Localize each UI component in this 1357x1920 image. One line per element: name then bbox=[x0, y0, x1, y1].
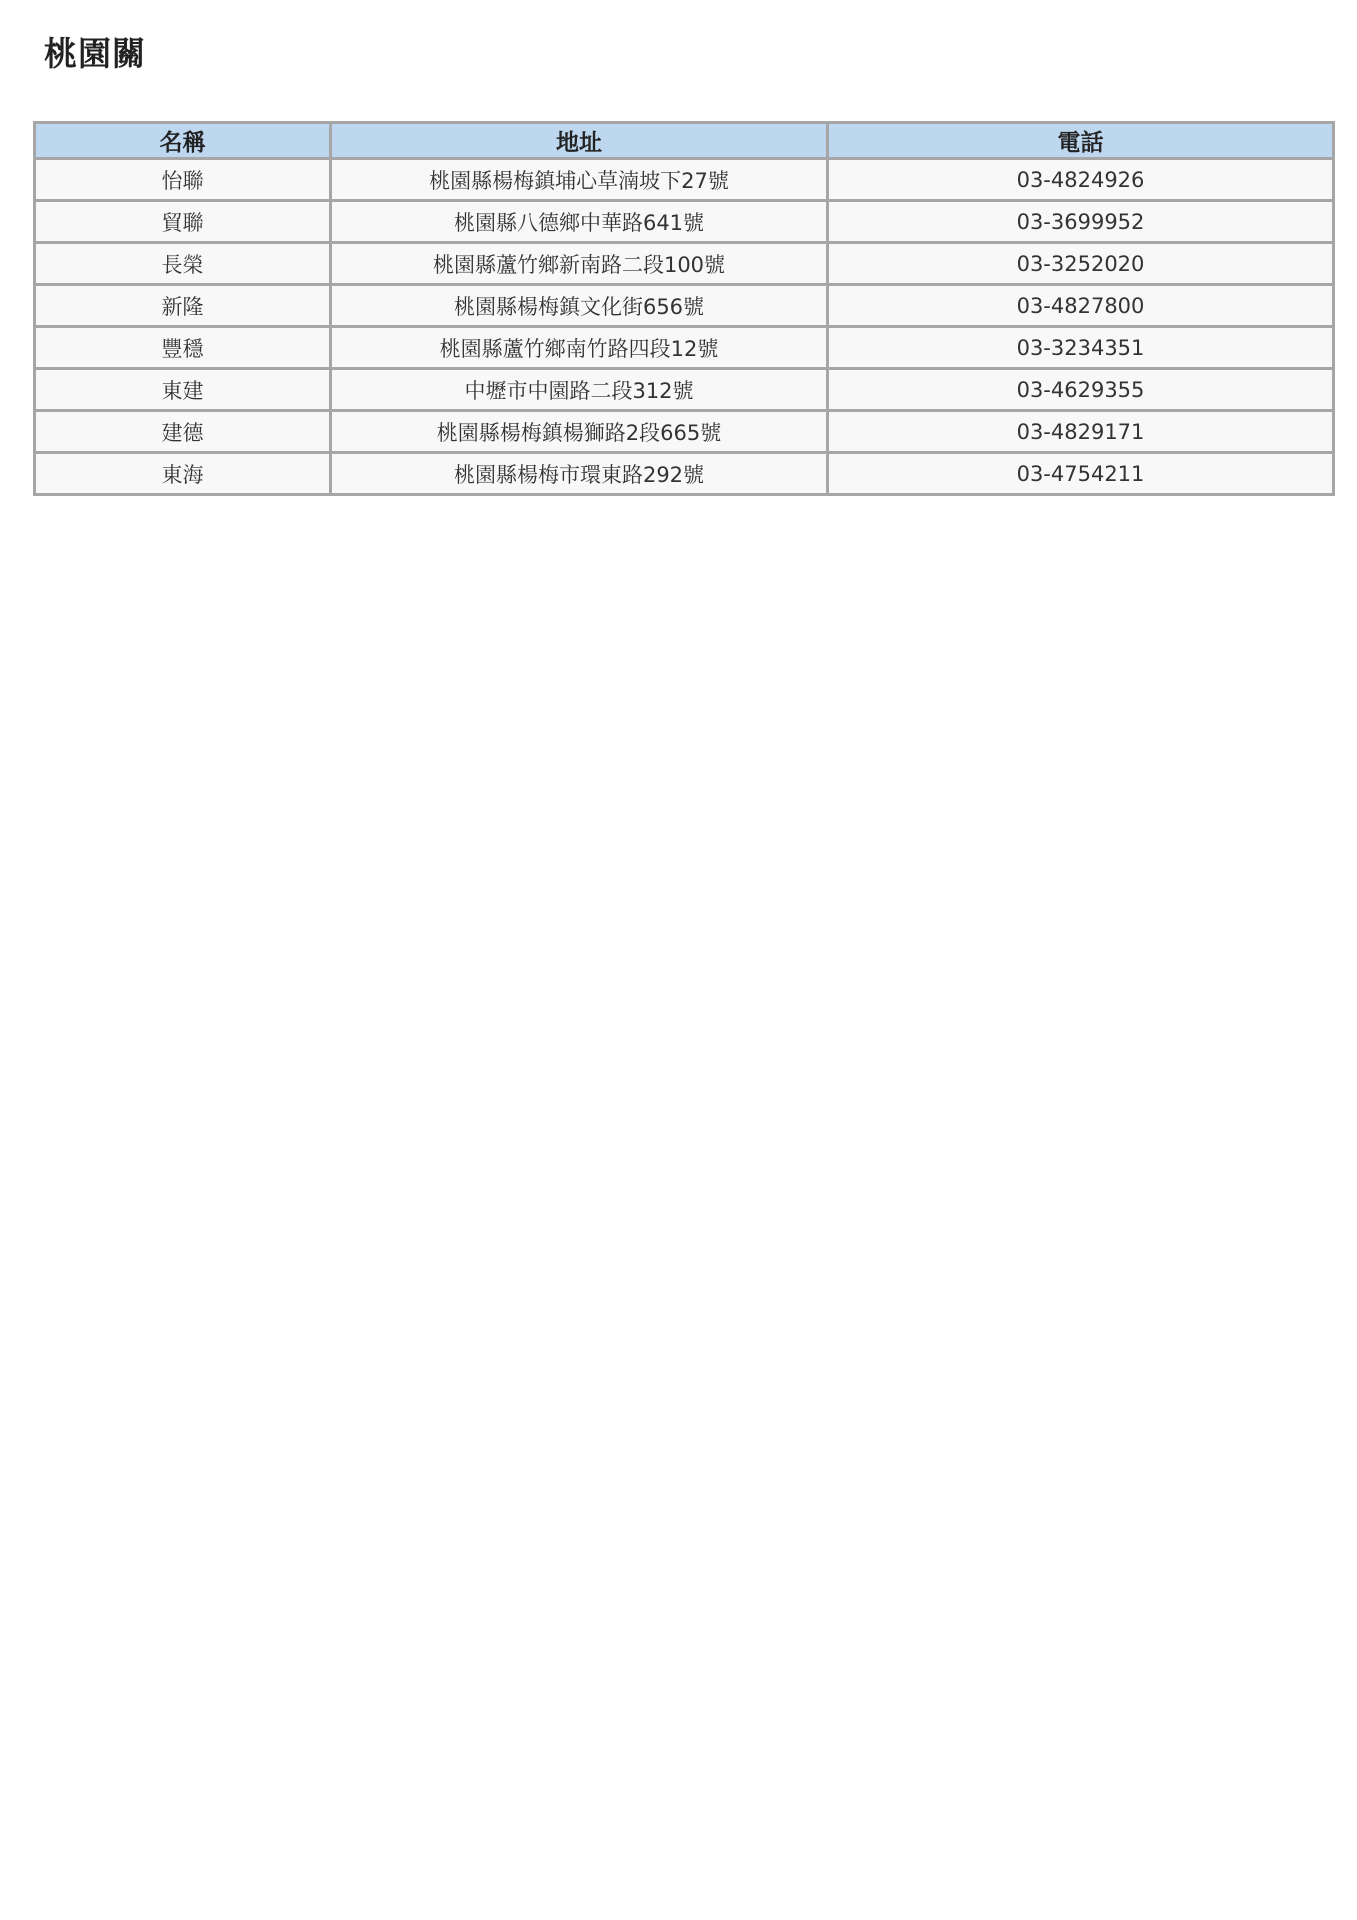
cell-phone: 03-4824926 bbox=[829, 160, 1332, 202]
cell-phone: 03-3252020 bbox=[829, 244, 1332, 286]
cell-address: 桃園縣楊梅鎮埔心草湳坡下27號 bbox=[332, 160, 829, 202]
cell-address: 桃園縣八德鄉中華路641號 bbox=[332, 202, 829, 244]
cell-address: 中壢市中園路二段312號 bbox=[332, 370, 829, 412]
table-row bbox=[36, 454, 1332, 493]
table-row bbox=[36, 328, 1332, 370]
cell-name: 貿聯 bbox=[36, 202, 332, 244]
cell-phone: 03-4827800 bbox=[829, 286, 1332, 328]
cell-name: 豐穩 bbox=[36, 328, 332, 370]
cell-name: 長榮 bbox=[36, 244, 332, 286]
table-row bbox=[36, 286, 1332, 328]
cell-address: 桃園縣楊梅市環東路292號 bbox=[332, 454, 829, 493]
cell-name: 東海 bbox=[36, 454, 332, 493]
cell-name: 新隆 bbox=[36, 286, 332, 328]
cell-phone: 03-4629355 bbox=[829, 370, 1332, 412]
cell-address: 桃園縣蘆竹鄉南竹路四段12號 bbox=[332, 328, 829, 370]
cell-phone: 03-3234351 bbox=[829, 328, 1332, 370]
cell-name: 建德 bbox=[36, 412, 332, 454]
cell-address: 桃園縣蘆竹鄉新南路二段100號 bbox=[332, 244, 829, 286]
header-name: 名稱 bbox=[36, 124, 332, 160]
table-row bbox=[36, 202, 1332, 244]
cell-phone: 03-3699952 bbox=[829, 202, 1332, 244]
cell-address: 桃園縣楊梅鎮文化街656號 bbox=[332, 286, 829, 328]
header-address: 地址 bbox=[332, 124, 829, 160]
table-row bbox=[36, 370, 1332, 412]
customs-broker-table bbox=[33, 121, 1335, 496]
cell-address: 桃園縣楊梅鎮楊獅路2段665號 bbox=[332, 412, 829, 454]
table-row bbox=[36, 244, 1332, 286]
header-phone: 電話 bbox=[829, 124, 1332, 160]
table-header-row bbox=[36, 124, 1332, 160]
cell-name: 怡聯 bbox=[36, 160, 332, 202]
table-row bbox=[36, 160, 1332, 202]
cell-name: 東建 bbox=[36, 370, 332, 412]
table-row bbox=[36, 412, 1332, 454]
page-title: 桃園關 bbox=[44, 34, 146, 73]
cell-phone: 03-4829171 bbox=[829, 412, 1332, 454]
cell-phone: 03-4754211 bbox=[829, 454, 1332, 493]
